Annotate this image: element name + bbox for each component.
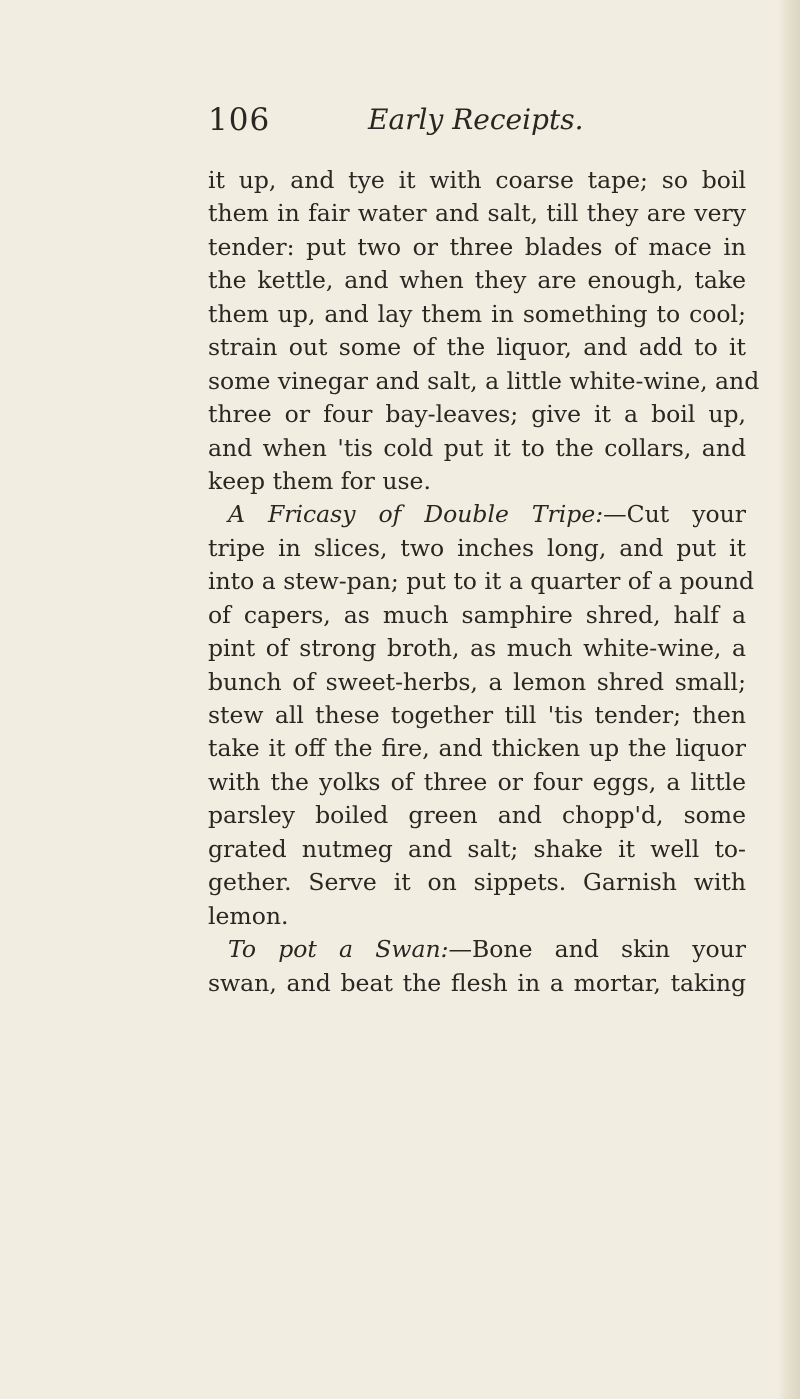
recipe-title-swan: To pot a Swan:	[228, 935, 449, 964]
text-line: parsley boiled green and chopp'd, some	[208, 801, 746, 830]
text-line: tripe in slices, two inches long, and put it	[208, 533, 746, 562]
text-line: gether. Serve it on sippets. Garnish with	[208, 868, 746, 897]
text-line: strain out some of the liquor, and add to it	[208, 333, 746, 362]
text-line: into a stew-pan; put to it a quarter of a pound	[208, 567, 755, 596]
text-line: swan, and beat the flesh in a mortar, taking	[208, 968, 746, 997]
text-line: bunch of sweet-herbs, a lemon shred small;	[208, 667, 746, 696]
text-line: them in fair water and salt, till they are very	[208, 199, 746, 228]
text-line: it up, and tye it with coarse tape; so boil	[208, 166, 746, 194]
text-line: of capers, as much samphire shred, half a	[208, 600, 746, 629]
text-line: the kettle, and when they are enough, take	[208, 266, 746, 295]
text-line: grated nutmeg and salt; shake it well to-	[208, 834, 746, 863]
text-line: and when 'tis cold put it to the collars, and	[208, 433, 746, 462]
recipe-text-swan: —Bone and skin your	[448, 935, 746, 964]
text-line: keep them for use.	[208, 466, 431, 495]
text-line: with the yolks of three or four eggs, a little	[208, 767, 746, 796]
text-line: take it off the fire, and thicken up the liquor	[208, 734, 746, 763]
recipe-heading-line-swan	[208, 933, 746, 966]
running-title: Early Receipts.	[368, 103, 584, 136]
text-line: them up, and lay them in something to cool;	[208, 299, 746, 328]
body-text	[208, 164, 760, 1000]
page-edge-shadow	[778, 0, 800, 1399]
text-line: three or four bay-leaves; give it a boil up,	[208, 400, 746, 429]
recipe-text-fricasy: —Cut your	[603, 500, 746, 529]
recipe-heading-line-fricasy	[208, 498, 746, 531]
text-line: stew all these together till 'tis tender; then	[208, 701, 746, 729]
text-line: lemon.	[208, 901, 289, 930]
page-header	[208, 100, 748, 140]
text-line: pint of strong broth, as much white-wine, a	[208, 634, 746, 663]
page-number: 106	[208, 102, 271, 138]
text-line: some vinegar and salt, a little white-wine, and	[208, 366, 760, 395]
recipe-title-fricasy: A Fricasy of Double Tripe:	[228, 500, 604, 529]
text-line: tender: put two or three blades of mace in	[208, 232, 746, 261]
